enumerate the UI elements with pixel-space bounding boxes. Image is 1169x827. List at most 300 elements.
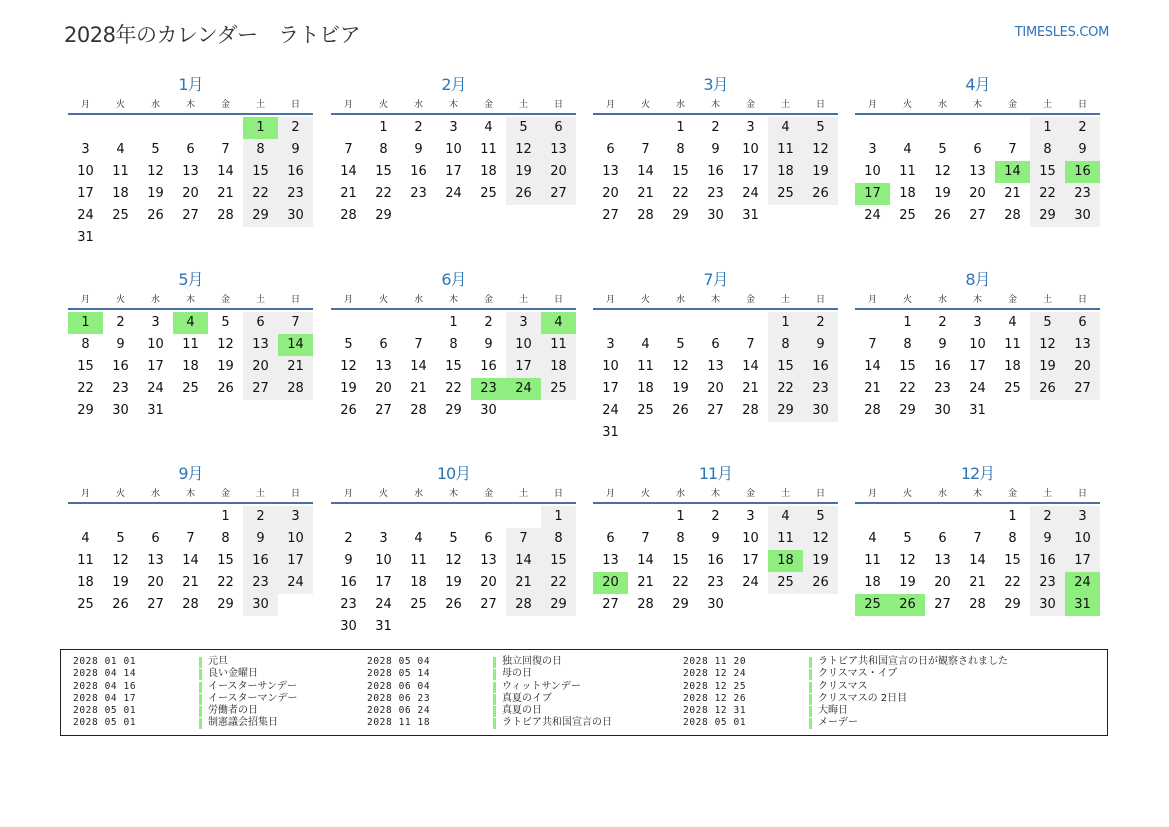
- weekday-label: 火: [115, 294, 125, 305]
- legend-row: [683, 717, 1008, 729]
- weekday-label: 金: [1007, 294, 1017, 305]
- day-grid: [593, 117, 838, 227]
- holiday-name: ラトビア共和国宣言の日: [502, 717, 612, 729]
- holiday-name: クリスマスの 2日目: [818, 692, 908, 704]
- day-cell: 30: [707, 597, 724, 612]
- holiday-marker: [493, 657, 496, 668]
- day-cell: 30: [1030, 594, 1065, 616]
- day-cell: 6: [973, 142, 982, 157]
- legend-row: [73, 693, 298, 705]
- day-cell: 18: [182, 359, 199, 374]
- day-cell: 29: [375, 208, 392, 223]
- day-cell: 31: [602, 425, 619, 440]
- weekday-label: 土: [780, 488, 790, 499]
- day-cell: 11: [480, 142, 497, 157]
- day-cell: 13: [969, 164, 986, 179]
- day-cell: 27: [934, 597, 951, 612]
- weekday-label: 水: [937, 488, 947, 499]
- weekday-label: 水: [675, 99, 685, 110]
- day-cell: 17: [1065, 550, 1100, 572]
- weekday-label: 金: [745, 488, 755, 499]
- weekday-label: 日: [553, 488, 563, 499]
- holiday-marker: [493, 682, 496, 693]
- day-cell: 26: [112, 597, 129, 612]
- empty-cell: [593, 312, 628, 334]
- day-cell: 15: [768, 356, 803, 378]
- day-cell: 19: [217, 359, 234, 374]
- weekday-label: 日: [553, 294, 563, 305]
- day-cell: 26: [672, 403, 689, 418]
- day-cell: 18: [899, 186, 916, 201]
- weekday-header: [855, 291, 1100, 310]
- weekday-label: 水: [675, 488, 685, 499]
- weekday-label: 水: [413, 488, 423, 499]
- weekday-label: 日: [1077, 99, 1087, 110]
- holiday-name: メーデー: [818, 717, 858, 729]
- day-cell: 18: [77, 575, 94, 590]
- weekday-label: 木: [448, 488, 458, 499]
- day-cell: 18: [112, 186, 129, 201]
- day-cell: 26: [445, 597, 462, 612]
- day-cell: 13: [182, 164, 199, 179]
- day-cell: 18: [768, 161, 803, 183]
- day-cell: 27: [375, 403, 392, 418]
- day-cell: 1: [221, 509, 230, 524]
- day-cell: 9: [1030, 528, 1065, 550]
- day-cell: 10: [375, 553, 392, 568]
- legend-row: [683, 693, 1008, 705]
- day-cell: 8: [221, 531, 230, 546]
- month-name: 7月: [703, 270, 728, 289]
- weekday-label: 月: [80, 294, 90, 305]
- day-cell: 7: [414, 337, 423, 352]
- day-cell: 14: [410, 359, 427, 374]
- day-cell: 2: [711, 120, 720, 135]
- day-cell: 27: [707, 403, 724, 418]
- empty-cell: [855, 117, 890, 139]
- weekday-label: 木: [710, 488, 720, 499]
- month-name: 3月: [703, 75, 728, 94]
- holiday-date: 2028 04 14: [73, 668, 137, 680]
- day-cell: 28: [217, 208, 234, 223]
- day-cell: 30: [278, 205, 313, 227]
- day-cell: 6: [541, 117, 576, 139]
- day-cell: 2: [344, 531, 353, 546]
- weekday-label: 水: [150, 294, 160, 305]
- day-cell: 26: [803, 572, 838, 594]
- day-cell: 20: [182, 186, 199, 201]
- day-cell: 1: [903, 315, 912, 330]
- legend-row: [367, 656, 612, 668]
- day-cell: 4: [81, 531, 90, 546]
- holiday-day-cell: 24: [1065, 572, 1100, 594]
- day-cell: 17: [742, 553, 759, 568]
- empty-cell: [628, 506, 663, 528]
- day-cell: 30: [707, 208, 724, 223]
- weekday-label: 金: [745, 294, 755, 305]
- day-cell: 16: [707, 164, 724, 179]
- day-cell: 12: [445, 553, 462, 568]
- day-cell: 13: [147, 553, 164, 568]
- day-cell: 17: [375, 575, 392, 590]
- day-cell: 27: [602, 208, 619, 223]
- weekday-label: 火: [378, 488, 388, 499]
- day-cell: 29: [445, 403, 462, 418]
- weekday-label: 日: [815, 488, 825, 499]
- page-title: 2028年のカレンダー ラトビア: [64, 23, 361, 47]
- day-cell: 10: [864, 164, 881, 179]
- day-cell: 27: [243, 378, 278, 400]
- holiday-day-cell: 4: [541, 312, 576, 334]
- day-cell: 8: [1030, 139, 1065, 161]
- holiday-date: 2028 05 01: [73, 717, 137, 729]
- day-cell: 7: [344, 142, 353, 157]
- day-cell: 10: [742, 142, 759, 157]
- weekday-label: 日: [290, 99, 300, 110]
- day-cell: 22: [375, 186, 392, 201]
- day-cell: 28: [637, 597, 654, 612]
- weekday-label: 金: [220, 294, 230, 305]
- day-cell: 12: [672, 359, 689, 374]
- day-cell: 19: [803, 161, 838, 183]
- day-cell: 25: [182, 381, 199, 396]
- day-cell: 25: [480, 186, 497, 201]
- empty-cell: [506, 506, 541, 528]
- legend-row: [367, 668, 612, 680]
- empty-cell: [995, 117, 1030, 139]
- day-cell: 29: [1030, 205, 1065, 227]
- empty-cell: [960, 117, 995, 139]
- day-cell: 2: [803, 312, 838, 334]
- day-cell: 7: [868, 337, 877, 352]
- weekday-label: 月: [80, 488, 90, 499]
- day-cell: 23: [803, 378, 838, 400]
- day-cell: 6: [606, 531, 615, 546]
- day-cell: 3: [151, 315, 160, 330]
- legend-row: [367, 681, 612, 693]
- holiday-marker: [809, 694, 812, 705]
- day-cell: 29: [899, 403, 916, 418]
- day-cell: 7: [973, 531, 982, 546]
- day-cell: 8: [449, 337, 458, 352]
- weekday-label: 火: [902, 99, 912, 110]
- holiday-day-cell: 1: [68, 312, 103, 334]
- empty-cell: [593, 117, 628, 139]
- day-cell: 9: [938, 337, 947, 352]
- day-cell: 29: [672, 597, 689, 612]
- weekday-label: 日: [1077, 488, 1087, 499]
- day-cell: 27: [1065, 378, 1100, 400]
- weekday-header: [68, 291, 313, 310]
- day-cell: 25: [768, 183, 803, 205]
- day-cell: 8: [541, 528, 576, 550]
- day-cell: 18: [410, 575, 427, 590]
- day-cell: 4: [641, 337, 650, 352]
- day-cell: 29: [217, 597, 234, 612]
- weekday-label: 土: [255, 488, 265, 499]
- day-cell: 1: [541, 506, 576, 528]
- day-cell: 29: [768, 400, 803, 422]
- holiday-date: 2028 11 20: [683, 656, 747, 667]
- day-cell: 24: [375, 597, 392, 612]
- day-cell: 4: [768, 117, 803, 139]
- day-cell: 10: [506, 334, 541, 356]
- day-cell: 5: [938, 142, 947, 157]
- day-cell: 1: [449, 315, 458, 330]
- day-cell: 16: [707, 553, 724, 568]
- empty-cell: [331, 117, 366, 139]
- day-grid: [593, 506, 838, 616]
- day-cell: 23: [1030, 572, 1065, 594]
- weekday-label: 火: [902, 294, 912, 305]
- day-cell: 21: [278, 356, 313, 378]
- holiday-marker: [809, 718, 812, 729]
- day-cell: 14: [217, 164, 234, 179]
- day-cell: 1: [1030, 117, 1065, 139]
- day-cell: 1: [1008, 509, 1017, 524]
- holiday-name: 真夏の日: [502, 705, 542, 717]
- day-cell: 17: [506, 356, 541, 378]
- day-cell: 24: [742, 575, 759, 590]
- day-grid: [855, 506, 1100, 616]
- holiday-marker: [809, 669, 812, 680]
- day-cell: 14: [506, 550, 541, 572]
- weekday-label: 水: [937, 294, 947, 305]
- weekday-label: 月: [867, 99, 877, 110]
- day-cell: 2: [414, 120, 423, 135]
- holiday-marker: [493, 694, 496, 705]
- weekday-header: [68, 485, 313, 504]
- day-cell: 9: [484, 337, 493, 352]
- day-cell: 6: [1065, 312, 1100, 334]
- empty-cell: [173, 117, 208, 139]
- day-cell: 19: [899, 575, 916, 590]
- holiday-day-cell: 4: [173, 312, 208, 334]
- weekday-label: 火: [378, 99, 388, 110]
- empty-cell: [890, 117, 925, 139]
- day-cell: 9: [711, 531, 720, 546]
- day-cell: 6: [151, 531, 160, 546]
- day-cell: 15: [672, 164, 689, 179]
- weekday-header: [593, 96, 838, 115]
- day-cell: 7: [506, 528, 541, 550]
- day-cell: 13: [243, 334, 278, 356]
- day-cell: 23: [707, 575, 724, 590]
- day-cell: 16: [243, 550, 278, 572]
- month-name: 9月: [178, 464, 203, 483]
- day-cell: 8: [676, 142, 685, 157]
- day-cell: 23: [410, 186, 427, 201]
- holiday-name: ラトビア共和国宣言の日が観察されました: [818, 656, 1008, 667]
- day-cell: 22: [77, 381, 94, 396]
- empty-cell: [103, 117, 138, 139]
- empty-cell: [471, 506, 506, 528]
- day-cell: 12: [1030, 334, 1065, 356]
- weekday-label: 木: [185, 294, 195, 305]
- day-cell: 12: [340, 359, 357, 374]
- weekday-label: 月: [605, 294, 615, 305]
- month-calendar: [68, 463, 313, 616]
- day-cell: 17: [147, 359, 164, 374]
- day-cell: 8: [768, 334, 803, 356]
- day-cell: 30: [340, 619, 357, 634]
- day-cell: 16: [278, 161, 313, 183]
- legend-row: [73, 681, 298, 693]
- day-cell: 2: [1030, 506, 1065, 528]
- legend-row: [683, 705, 1008, 717]
- day-cell: 2: [938, 315, 947, 330]
- day-cell: 15: [375, 164, 392, 179]
- day-cell: 10: [969, 337, 986, 352]
- holiday-name: イースターサンデー: [208, 680, 297, 692]
- holiday-day-cell: 23: [471, 378, 506, 400]
- day-cell: 24: [864, 208, 881, 223]
- day-cell: 20: [147, 575, 164, 590]
- day-cell: 9: [344, 553, 353, 568]
- weekday-label: 金: [1007, 488, 1017, 499]
- day-cell: 12: [934, 164, 951, 179]
- weekday-label: 土: [1042, 99, 1052, 110]
- holiday-day-cell: 24: [506, 378, 541, 400]
- day-cell: 22: [672, 575, 689, 590]
- day-cell: 17: [969, 359, 986, 374]
- weekday-label: 金: [1007, 99, 1017, 110]
- day-cell: 15: [541, 550, 576, 572]
- day-cell: 5: [1030, 312, 1065, 334]
- day-cell: 29: [243, 205, 278, 227]
- legend-row: [683, 681, 1008, 693]
- day-cell: 28: [410, 403, 427, 418]
- day-cell: 9: [278, 139, 313, 161]
- day-cell: 25: [541, 378, 576, 400]
- day-cell: 16: [112, 359, 129, 374]
- empty-cell: [698, 312, 733, 334]
- day-cell: 18: [1004, 359, 1021, 374]
- weekday-label: 木: [448, 294, 458, 305]
- legend-row: [73, 705, 298, 717]
- weekday-label: 火: [640, 488, 650, 499]
- day-cell: 17: [602, 381, 619, 396]
- site-link[interactable]: TIMESLES.COM: [1014, 25, 1109, 40]
- holiday-day-cell: 20: [593, 572, 628, 594]
- day-cell: 11: [410, 553, 427, 568]
- day-cell: 20: [969, 186, 986, 201]
- day-cell: 11: [77, 553, 94, 568]
- day-cell: 14: [637, 164, 654, 179]
- day-cell: 28: [182, 597, 199, 612]
- holiday-date: 2028 06 24: [367, 705, 431, 717]
- holiday-name: 母の日: [502, 668, 532, 680]
- day-cell: 23: [934, 381, 951, 396]
- day-cell: 31: [742, 208, 759, 223]
- day-cell: 16: [934, 359, 951, 374]
- day-cell: 5: [803, 506, 838, 528]
- holiday-name: 良い金曜日: [208, 668, 258, 680]
- weekday-label: 火: [640, 99, 650, 110]
- day-cell: 12: [803, 139, 838, 161]
- weekday-label: 金: [745, 99, 755, 110]
- holiday-day-cell: 16: [1065, 161, 1100, 183]
- day-cell: 8: [379, 142, 388, 157]
- day-cell: 9: [711, 142, 720, 157]
- day-cell: 19: [934, 186, 951, 201]
- weekday-header: [331, 96, 576, 115]
- weekday-label: 土: [518, 99, 528, 110]
- day-cell: 7: [641, 142, 650, 157]
- weekday-header: [331, 485, 576, 504]
- day-cell: 30: [803, 400, 838, 422]
- day-cell: 13: [602, 553, 619, 568]
- day-cell: 20: [1065, 356, 1100, 378]
- day-grid: [68, 312, 313, 422]
- day-cell: 11: [182, 337, 199, 352]
- day-cell: 13: [375, 359, 392, 374]
- day-cell: 10: [77, 164, 94, 179]
- day-cell: 15: [217, 553, 234, 568]
- holiday-marker: [809, 657, 812, 668]
- holiday-marker: [199, 657, 202, 668]
- day-cell: 20: [934, 575, 951, 590]
- weekday-header: [331, 291, 576, 310]
- weekday-label: 土: [1042, 294, 1052, 305]
- holiday-date: 2028 05 01: [73, 705, 137, 717]
- empty-cell: [890, 506, 925, 528]
- holiday-name: 元旦: [208, 656, 228, 667]
- day-cell: 28: [506, 594, 541, 616]
- month-calendar: [593, 463, 838, 616]
- day-cell: 7: [186, 531, 195, 546]
- legend-column: [367, 656, 612, 730]
- weekday-label: 火: [640, 294, 650, 305]
- day-cell: 5: [676, 337, 685, 352]
- weekday-label: 月: [867, 294, 877, 305]
- weekday-label: 月: [605, 99, 615, 110]
- legend-row: [73, 668, 298, 680]
- day-cell: 17: [742, 164, 759, 179]
- day-cell: 29: [672, 208, 689, 223]
- day-cell: 7: [746, 337, 755, 352]
- day-cell: 20: [602, 186, 619, 201]
- day-cell: 3: [973, 315, 982, 330]
- day-cell: 20: [707, 381, 724, 396]
- day-cell: 17: [77, 186, 94, 201]
- weekday-label: 土: [255, 99, 265, 110]
- day-cell: 5: [506, 117, 541, 139]
- day-cell: 22: [1004, 575, 1021, 590]
- day-cell: 25: [77, 597, 94, 612]
- day-cell: 28: [340, 208, 357, 223]
- month-name: 11月: [698, 464, 733, 483]
- day-cell: 22: [768, 378, 803, 400]
- day-grid: [855, 117, 1100, 227]
- day-cell: 16: [410, 164, 427, 179]
- day-cell: 26: [147, 208, 164, 223]
- day-cell: 20: [375, 381, 392, 396]
- weekday-label: 日: [815, 294, 825, 305]
- month-name: 6月: [441, 270, 466, 289]
- day-grid: [593, 312, 838, 444]
- day-cell: 22: [217, 575, 234, 590]
- day-cell: 22: [672, 186, 689, 201]
- day-cell: 26: [1030, 378, 1065, 400]
- weekday-label: 水: [413, 294, 423, 305]
- day-cell: 10: [278, 528, 313, 550]
- weekday-label: 火: [115, 488, 125, 499]
- day-cell: 15: [1004, 553, 1021, 568]
- legend-row: [73, 717, 298, 729]
- empty-cell: [401, 506, 436, 528]
- day-cell: 30: [243, 594, 278, 616]
